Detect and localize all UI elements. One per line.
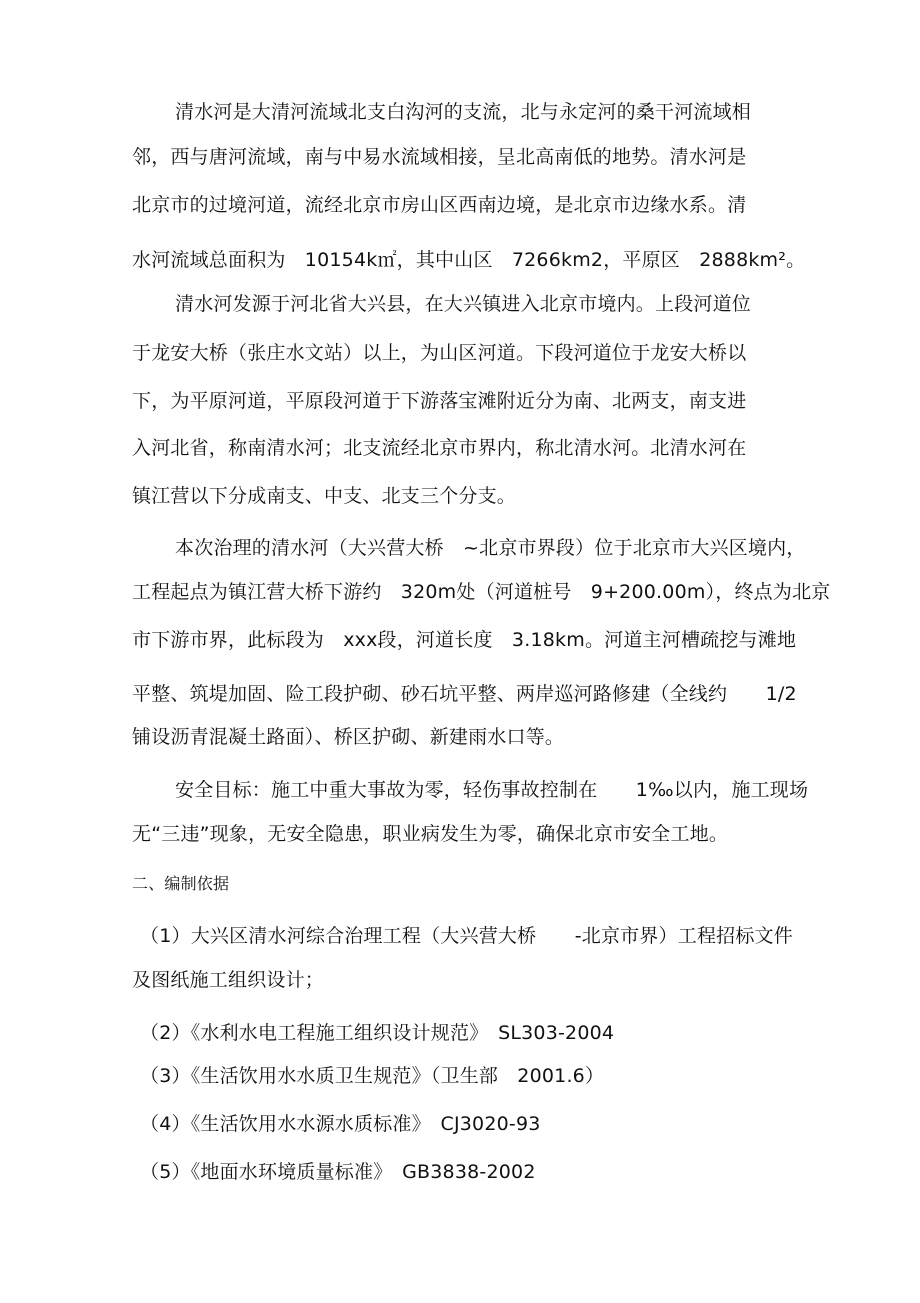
paragraph-2-line-3: 下，为平原河道，平原段河道于下游落宝滩附近分为南、北两支，南支进 [132,390,747,412]
paragraph-2-line-2: 于龙安大桥（张庄水文站）以上，为山区河道。下段河道位于龙安大桥以 [132,342,747,364]
paragraph-2-line-5: 镇江营以下分成南支、中支、北支三个分支。 [132,485,517,507]
section-heading: 二、编制依据 [132,874,230,893]
reference-item-4: （4）《生活饮用水水源水质标准》 CJ3020-93 [140,1113,541,1135]
reference-item-1-line-1: （1）大兴区清水河综合治理工程（大兴营大桥 -北京市界）工程招标文件 [140,925,793,947]
paragraph-2-line-4: 入河北省，称南清水河；北支流经北京市界内，称北清水河。北清水河在 [132,437,747,459]
reference-item-5: （5）《地面水环境质量标准》 GB3838-2002 [140,1161,536,1183]
reference-item-2: （2）《水利水电工程施工组织设计规范》 SL303-2004 [140,1022,615,1044]
paragraph-3-line-5: 铺设沥青混凝土路面）、桥区护砌、新建雨水口等。 [132,726,565,748]
reference-item-1-line-2: 及图纸施工组织设计； [132,969,325,991]
paragraph-3-line-3: 市下游市界，此标段为 xxx段，河道长度 3.18km。河道主河槽疏挖与滩地 [132,629,797,651]
paragraph-3-line-1: 本次治理的清水河（大兴营大桥 ~北京市界段）位于北京市大兴区境内， [175,537,806,559]
reference-item-3: （3）《生活饮用水水质卫生规范》（卫生部 2001.6） [140,1065,605,1087]
paragraph-3-line-2: 工程起点为镇江营大桥下游约 320m处（河道桩号 9+200.00m），终点为北京 [132,581,831,603]
paragraph-2-line-1: 清水河发源于河北省大兴县，在大兴镇进入北京市境内。上段河道位 [175,293,752,315]
paragraph-1-line-3: 北京市的过境河道，流经北京市房山区西南边境，是北京市边缘水系。清 [132,194,747,216]
safety-goal-line-2: 无“三违”现象，无安全隐患，职业病发生为零，确保北京市安全工地。 [132,823,729,845]
paragraph-1-line-1: 清水河是大清河流域北支白沟河的支流，北与永定河的桑干河流域相 [175,101,752,123]
safety-goal-line-1: 安全目标：施工中重大事故为零，轻伤事故控制在 1‰以内，施工现场 [175,779,809,801]
paragraph-3-line-4: 平整、筑堤加固、险工段护砌、砂石坑平整、两岸巡河路修建（全线约 1/2 [132,683,797,705]
paragraph-1-line-2: 邻，西与唐河流域，南与中易水流域相接，呈北高南低的地势。清水河是 [132,146,747,168]
paragraph-1-line-4: 水河流域总面积为 10154k㎡，其中山区 7266km2，平原区 2888km²。 [132,249,806,271]
